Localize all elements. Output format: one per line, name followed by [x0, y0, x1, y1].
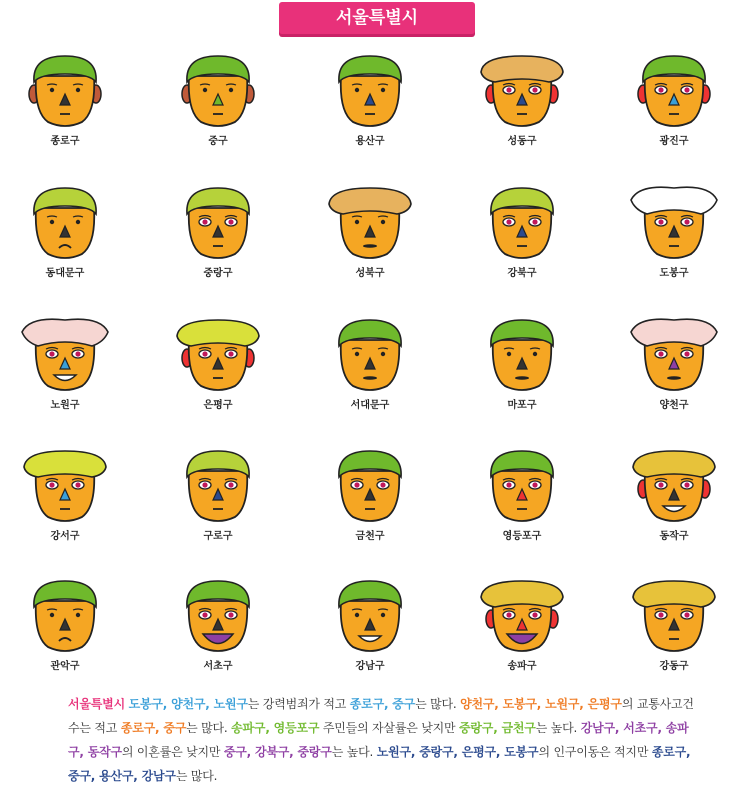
caption-highlight: 노원구, 중랑구, 은평구, 도봉구 — [376, 745, 539, 759]
face-icon — [325, 50, 415, 130]
caption-highlight: 종로구, 중구, 용산구, 강남구 — [68, 745, 691, 783]
face-icon — [477, 445, 567, 525]
face-icon — [477, 182, 567, 262]
district-face — [153, 314, 283, 424]
district-label: 동대문구 — [45, 268, 85, 279]
district-label: 영등포구 — [502, 531, 542, 542]
district-face — [457, 50, 587, 160]
district-label: 성동구 — [507, 136, 537, 147]
district-face — [305, 445, 435, 555]
district-label: 은평구 — [203, 400, 233, 411]
district-label: 노원구 — [50, 400, 80, 411]
caption-text: 의 교통사고건수는 적고 — [68, 697, 694, 735]
face-icon — [173, 445, 263, 525]
district-face — [609, 575, 739, 685]
district-face — [305, 50, 435, 160]
face-icon — [20, 445, 110, 525]
face-icon — [20, 182, 110, 262]
face-icon — [20, 50, 110, 130]
caption-text: 는 높다. — [535, 721, 581, 735]
district-label: 구로구 — [203, 531, 233, 542]
caption-text: 는 많다. — [175, 769, 218, 783]
district-face — [0, 445, 130, 555]
district-face — [153, 182, 283, 292]
caption-highlight: 중구, 강북구, 중랑구 — [223, 745, 332, 759]
face-icon — [629, 50, 719, 130]
caption-highlight: 종로구, 중구 — [120, 721, 187, 735]
face-icon — [325, 575, 415, 655]
caption-highlight: 강남구, 서초구, 송파구, 동작구 — [68, 721, 689, 759]
caption-text: 주민들의 자살률은 낮지만 — [319, 721, 460, 735]
face-icon — [629, 445, 719, 525]
district-label: 동작구 — [659, 531, 689, 542]
district-face — [153, 445, 283, 555]
caption-highlight: 중랑구, 금천구 — [459, 721, 536, 735]
district-face — [457, 182, 587, 292]
district-label: 강남구 — [355, 661, 385, 672]
district-label: 강북구 — [507, 268, 537, 279]
face-icon — [173, 314, 263, 394]
district-label: 서대문구 — [350, 400, 390, 411]
district-label: 성북구 — [355, 268, 385, 279]
caption-text: 는 강력범죄가 적고 — [247, 697, 350, 711]
face-icon — [477, 575, 567, 655]
caption-text: 의 이혼률은 낮지만 — [121, 745, 224, 759]
face-icon — [173, 50, 263, 130]
face-icon — [629, 314, 719, 394]
district-label: 송파구 — [507, 661, 537, 672]
district-face — [457, 445, 587, 555]
face-icon — [173, 575, 263, 655]
district-face — [609, 50, 739, 160]
caption-highlight: 도봉구, 양천구, 노원구 — [128, 697, 248, 711]
district-face — [609, 445, 739, 555]
district-label: 서초구 — [203, 661, 233, 672]
district-face — [0, 575, 130, 685]
caption-text: 는 많다. — [186, 721, 232, 735]
face-icon — [629, 575, 719, 655]
district-label: 강동구 — [659, 661, 689, 672]
face-icon — [20, 314, 110, 394]
face-icon — [325, 314, 415, 394]
caption-highlight: 송파구, 영등포구 — [231, 721, 320, 735]
district-face — [305, 314, 435, 424]
face-icon — [477, 50, 567, 130]
district-face — [0, 50, 130, 160]
caption-highlight: 양천구, 도봉구, 노원구, 은평구 — [460, 697, 622, 711]
district-face — [153, 50, 283, 160]
caption-text: 의 인구이동은 적지만 — [538, 745, 652, 759]
district-label: 용산구 — [355, 136, 385, 147]
district-label: 광진구 — [659, 136, 689, 147]
caption — [68, 692, 698, 788]
face-icon — [629, 182, 719, 262]
page-title: 서울특별시 — [279, 2, 475, 34]
caption-highlight: 서울특별시 — [68, 697, 125, 711]
face-icon — [173, 182, 263, 262]
district-face — [0, 182, 130, 292]
district-label: 종로구 — [50, 136, 80, 147]
district-label: 중구 — [208, 136, 228, 147]
district-face — [305, 575, 435, 685]
district-label: 도봉구 — [659, 268, 689, 279]
district-face — [609, 182, 739, 292]
district-label: 양천구 — [659, 400, 689, 411]
face-icon — [325, 182, 415, 262]
district-face — [0, 314, 130, 424]
district-face — [457, 314, 587, 424]
district-label: 강서구 — [50, 531, 80, 542]
face-icon — [325, 445, 415, 525]
district-face — [609, 314, 739, 424]
district-label: 중랑구 — [203, 268, 233, 279]
district-label: 금천구 — [355, 531, 385, 542]
caption-text: 는 높다. — [331, 745, 377, 759]
caption-text: 는 많다. — [415, 697, 461, 711]
district-label: 관악구 — [50, 661, 80, 672]
face-icon — [20, 575, 110, 655]
district-label: 마포구 — [507, 400, 537, 411]
district-face — [457, 575, 587, 685]
face-icon — [477, 314, 567, 394]
district-face — [153, 575, 283, 685]
district-face — [305, 182, 435, 292]
caption-highlight: 종로구, 중구 — [349, 697, 416, 711]
